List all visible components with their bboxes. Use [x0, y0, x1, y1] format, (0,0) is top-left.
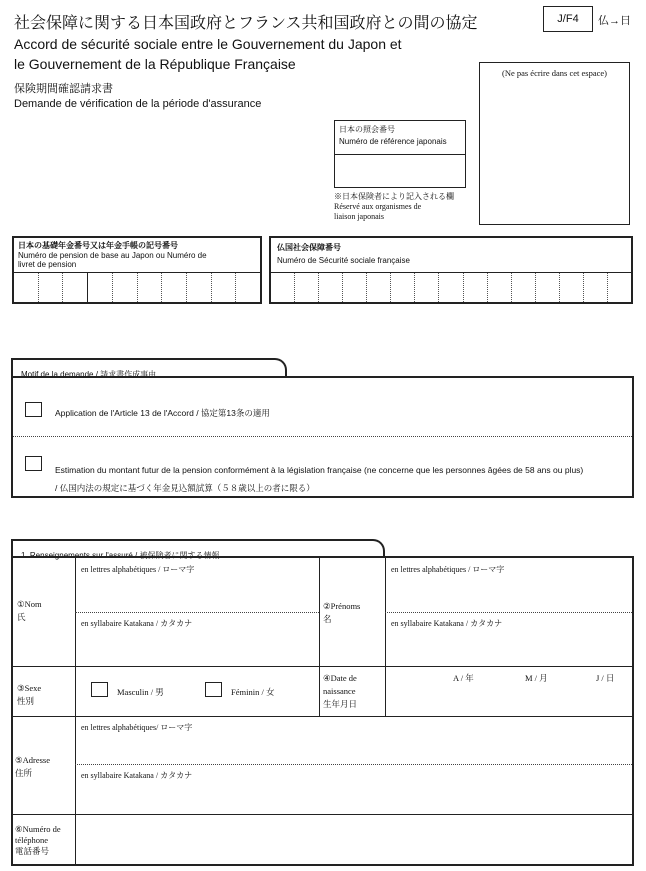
jp-reference-input[interactable] — [335, 155, 465, 187]
telephone-label-fr1: ⑥Numéro de — [15, 824, 61, 834]
dob-input[interactable] — [387, 686, 630, 714]
form-code-box — [543, 6, 593, 32]
dob-month-label: M / 月 — [525, 673, 548, 683]
telephone-label-jp: 電話番号 — [15, 846, 50, 856]
jp-reference-box — [334, 120, 466, 188]
office-use-box — [479, 62, 630, 225]
motif-option1-label: Application de l'Article 13 de l'Accord / 協定第13条の適用 — [55, 408, 270, 418]
subtitle-jp: 保険期間確認請求書 — [14, 83, 113, 95]
sexe-label-fr: ③Sexe — [17, 683, 42, 693]
title-fr-line1: Accord de sécurité sociale entre le Gouvernement du Japon et — [14, 36, 402, 52]
nom-label-jp: 氏 — [17, 612, 26, 622]
fr-ss-digit-grid[interactable] — [271, 272, 631, 302]
telephone-label-fr2: téléphone — [15, 835, 49, 845]
telephone-label — [15, 824, 61, 857]
section1-tab — [11, 539, 385, 560]
office-use-label: (Ne pas écrire dans cet espace) — [501, 68, 607, 78]
jp-reference-note-jp: ※日本保険者により記入される欄 — [334, 192, 454, 201]
dob-year-label: A / 年 — [453, 673, 474, 683]
adresse-kata-hint: en syllabaire Katakana / カタカナ — [81, 771, 193, 780]
telephone-input[interactable] — [77, 816, 630, 862]
section1-box — [11, 556, 634, 866]
adresse-kata-input[interactable] — [77, 782, 630, 812]
feminin-checkbox[interactable] — [205, 682, 222, 697]
nom-kata-input[interactable] — [77, 630, 317, 664]
section1-tab-label: 1. Renseignements sur l'assuré / 被保険者に関する情報 — [21, 551, 220, 560]
motif-divider — [13, 436, 632, 437]
jp-pension-number-box — [12, 236, 262, 304]
dob-label-fr1: ④Date de — [323, 673, 357, 683]
form-code: J/F4 — [557, 13, 579, 25]
masculin-checkbox[interactable] — [91, 682, 108, 697]
jp-reference-label-fr: Numéro de référence japonais — [339, 137, 447, 146]
adresse-label-fr: ⑤Adresse — [15, 755, 51, 765]
motif-tab-label: Motif de la demande / 請求書作成事由 — [21, 370, 157, 379]
prenoms-label-jp: 名 — [323, 614, 332, 624]
dob-day-label: J / 日 — [596, 673, 615, 683]
jp-pension-label-fr2: livret de pension — [18, 260, 77, 269]
feminin-label: Féminin / 女 — [231, 687, 275, 697]
sexe-label-jp: 性別 — [17, 696, 35, 706]
fr-ss-label-jp: 仏国社会保障番号 — [277, 243, 341, 252]
sexe-label — [17, 682, 41, 708]
prenoms-label — [323, 600, 360, 626]
fr-social-security-box — [269, 236, 633, 304]
jp-reference-note-fr2: liaison japonais — [334, 212, 384, 221]
motif-option2-label1: Estimation du montant futur de la pension conformément à la législation française (ne concerne que les personnes âgées de 58 ans ou plus) — [55, 465, 584, 475]
nom-label — [17, 598, 42, 624]
motif-option2-checkbox[interactable] — [25, 456, 42, 471]
dob-label-fr2: naissance — [323, 686, 356, 696]
motif-option1-checkbox[interactable] — [25, 402, 42, 417]
nom-alpha-hint: en lettres alphabétiques / ローマ字 — [81, 565, 195, 574]
nom-alpha-input[interactable] — [77, 576, 317, 610]
jp-reference-label-jp: 日本の照会番号 — [339, 125, 395, 134]
prenoms-alpha-hint: en lettres alphabétiques / ローマ字 — [391, 565, 505, 574]
title-jp: 社会保障に関する日本国政府とフランス共和国政府との間の協定 — [14, 15, 478, 32]
direction-label: 仏→日 — [598, 15, 631, 27]
jp-pension-label-fr1: Numéro de pension de base au Japon ou Numéro de — [18, 251, 207, 260]
dob-label-jp: 生年月日 — [323, 699, 358, 709]
fr-ss-label-fr: Numéro de Sécurité sociale française — [277, 256, 410, 265]
prenoms-kata-hint: en syllabaire Katakana / カタカナ — [391, 619, 503, 628]
adresse-label — [15, 754, 50, 780]
nom-label-fr: ①Nom — [17, 599, 42, 609]
jp-pension-label-jp: 日本の基礎年金番号又は年金手帳の記号番号 — [18, 241, 178, 250]
motif-tab — [11, 358, 287, 377]
prenoms-label-fr: ②Prénoms — [323, 601, 361, 611]
jp-reference-note-fr1: Réservé aux organismes de — [334, 202, 422, 211]
dob-label — [323, 672, 357, 711]
motif-box — [11, 376, 634, 498]
prenoms-alpha-input[interactable] — [387, 576, 630, 610]
adresse-alpha-input[interactable] — [77, 734, 630, 762]
subtitle-fr: Demande de vérification de la période d'assurance — [14, 98, 262, 110]
title-fr-line2: le Gouvernement de la République Française — [14, 56, 296, 72]
adresse-alpha-hint: en lettres alphabétiques/ ローマ字 — [81, 723, 193, 732]
prenoms-kata-input[interactable] — [387, 630, 630, 664]
nom-kata-hint: en syllabaire Katakana / カタカナ — [81, 619, 193, 628]
jp-reference-note — [334, 192, 454, 222]
adresse-label-jp: 住所 — [15, 768, 33, 778]
masculin-label: Masculin / 男 — [117, 687, 164, 697]
jp-pension-digit-grid[interactable] — [14, 272, 260, 302]
motif-option2-label2: / 仏国内法の規定に基づく年金見込額試算（５８歳以上の者に限る） — [55, 483, 315, 493]
